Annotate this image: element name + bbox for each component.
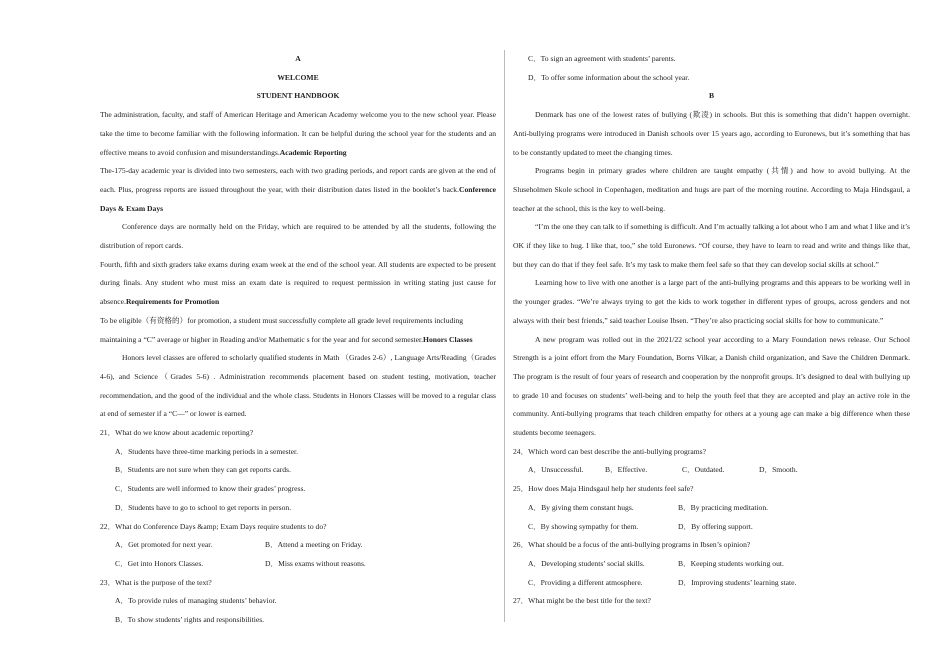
q23-option-b: B．To show students’ rights and responsibilities.	[115, 615, 265, 625]
q22-option-b: B．Attend a meeting on Friday.	[265, 540, 363, 550]
q22-option-c: C．Get into Honors Classes.	[115, 558, 204, 568]
q24-option-c: C．Outdated.	[682, 465, 725, 475]
q25-option-a: A．By giving them constant hugs.	[528, 502, 634, 512]
question-23: 23．What is the purpose of the text?	[100, 577, 212, 587]
q24-option-b: B．Effective.	[605, 465, 648, 475]
question-24: 24．Which word can best describe the anti-bullying programs?	[513, 446, 706, 456]
q23-option-d: D．To offer some information about the school year.	[528, 72, 690, 82]
heading-honors: Honors Classes	[423, 334, 473, 344]
handbook-title: STUDENT HANDBOOK	[256, 91, 340, 101]
question-26: 26．What should be a focus of the anti-bullying programs in Ibsen’s opinion?	[513, 540, 751, 550]
q21-option-b: B．Students are not sure when they can get reports cards.	[115, 465, 291, 475]
q26-option-a: A．Developing students’ social skills.	[528, 558, 645, 568]
q21-option-a: A．Students have three-time marking periods in a semester.	[115, 446, 299, 456]
right-column	[513, 50, 910, 611]
q25-option-b: B．By practicing meditation.	[678, 502, 769, 512]
passage-b-paragraph-1: Denmark has one of the lowest rates of bullying (欺凌) in schools. But this is something that didn’t happen overnight. Anti-bullying programs were introduced in Danish schools over 15 years ago, according to Euronews, but it’s something that has to be constantly updated to meet the changing times.	[513, 110, 910, 157]
heading-conference-days: Conference Days & Exam Days	[100, 184, 496, 213]
question-25: 25．How does Maja Hindsgaul help her students feel safe?	[513, 484, 694, 494]
q26-option-c: C．Providing a different atmosphere.	[528, 577, 643, 587]
q24-option-d: D．Smooth.	[759, 465, 798, 475]
welcome-title: WELCOME	[277, 72, 319, 82]
q21-option-c: C．Students are well informed to know their grades’ progress.	[115, 484, 306, 494]
column-divider	[504, 50, 505, 622]
q26-options-row2	[513, 574, 910, 593]
q23-option-a: A．To provide rules of managing students’ behavior.	[115, 596, 277, 606]
question-22: 22．What do Conference Days &amp; Exam Days require students to do?	[100, 521, 327, 531]
q26-options-row1	[513, 555, 910, 574]
passage-b-paragraph-3: “I’m the one they can talk to if something is difficult. And I’m actually talking a lot about who I am and what I like and it’s OK if they like to hug. I like that, too,” she told Euronews. “Of course, they have to learn to read and write and things like that, but they can do that if they feel safe. It’s my task to make them feel safe so that they can develop social skills at school.”	[513, 222, 910, 269]
passage-b-paragraph-2: Programs begin in primary grades where children are taught empathy (共情) and how to avoid bullying. At the Sluseholmen Skole school in Copenhagen, meditation and hugs are part of the morning routine. According to Maja Hindsgaul, a teacher at the school, this is the key to well-being.	[513, 166, 910, 213]
heading-promotion: Requirements for Promotion	[125, 297, 220, 307]
section-label-a: A	[295, 54, 301, 63]
q25-option-d: D．By offering support.	[678, 521, 753, 531]
honors-paragraph: Honors level classes are offered to scholarly qualified students in Math （Grades 2-6）, Language Arts/Reading（Grades 4-6), and Science（Grades 5-6) . Administration recommends placement based on student testing, motivation, teacher recommendation, and the good of the individual and the whole class. Students in Honors Classes will be moved to a regular class at end of semester if a “C—” or lower is earned.	[100, 353, 496, 419]
q22-option-a: A．Get promoted for next year.	[115, 540, 213, 550]
q25-options-row2	[513, 518, 910, 537]
conference-paragraph: Conference days are normally held on the Friday, which are required to be attended by all the students, following the distribution of report cards.	[100, 222, 496, 251]
q25-option-c: C．By showing sympathy for them.	[528, 521, 639, 531]
passage-b-paragraph-5: A new program was rolled out in the 2021/22 school year according to a Mary Foundation news release. Our School Strength is a joint effort from the Mary Foundation, Borns Vilkar, a Danish child organization, and Save the Children Denmark. The program is the result of four years of research and cooperation by the nonprofit groups. It’s designed to deal with bullying up to grade 10 and focuses on students’ well-being and to help the youth feel that they are accepted and play an active role in the community. Anti-bullying programs that teach children empathy for others at a young age can make a big difference when these students become teenagers.	[513, 334, 910, 438]
intro-paragraph: The administration, faculty, and staff of American Heritage and American Academy welcome you to the new school year. Please take the time to become familiar with the following information. It can be helpful during the school year for the students and an effective means to avoid confusion and misunderstandings.Academic Reporting	[100, 110, 496, 157]
q22-options-row2	[100, 555, 496, 574]
q24-option-a: A．Unsuccessful.	[528, 465, 584, 475]
q21-option-d: D．Students have to go to school to get reports in person.	[115, 502, 292, 512]
left-column	[100, 50, 496, 630]
exam-paragraph: Fourth, fifth and sixth graders take exams during exam week at the end of the school year. All students are expected to be present during finals. Any student who must miss an exam date is required to request permission in writing stating just cause for absence.Requirements for Promotion	[100, 259, 496, 307]
q24-options	[513, 461, 910, 480]
promotion-paragraph: To be eligible（有资格的）for promotion, a student must successfully complete all grade level requirements including maintaining a “C” average or higher in Reading and/or Mathematic s for the year and for second semester.Honors Classes	[100, 315, 473, 344]
academic-paragraph: The-175-day academic year is divided into two semesters, each with two grading periods, and report cards are given at the end of each. Plus, progress reports are issued throughout the year, with their distribution dates listed in the booklet’s back.Conference Days & Exam Days	[100, 166, 496, 213]
passage-b-paragraph-4: Learning how to live with one another is a large part of the anti-bullying programs and this appears to be working well in the younger grades. “We’re always trying to get the kids to work together in different types of groups, across genders and not always with their best friends,” said teacher Louise Ibsen. “They’re also practicing social skills for how to communicate.”	[513, 278, 910, 325]
q26-option-b: B．Keeping students working out.	[678, 558, 784, 568]
question-21: 21．What do we know about academic reporting?	[100, 428, 254, 438]
section-label-b: B	[708, 91, 715, 101]
q26-option-d: D．Improving students’ learning state.	[678, 577, 797, 587]
q22-options-row1	[100, 536, 496, 555]
q23-option-c: C．To sign an agreement with students’ parents.	[528, 54, 676, 63]
q22-option-d: D．Miss exams without reasons.	[265, 558, 366, 568]
heading-academic-reporting: Academic Reporting	[279, 147, 347, 157]
q25-options-row1	[513, 499, 910, 518]
question-27: 27．What might be the best title for the text?	[513, 596, 651, 606]
